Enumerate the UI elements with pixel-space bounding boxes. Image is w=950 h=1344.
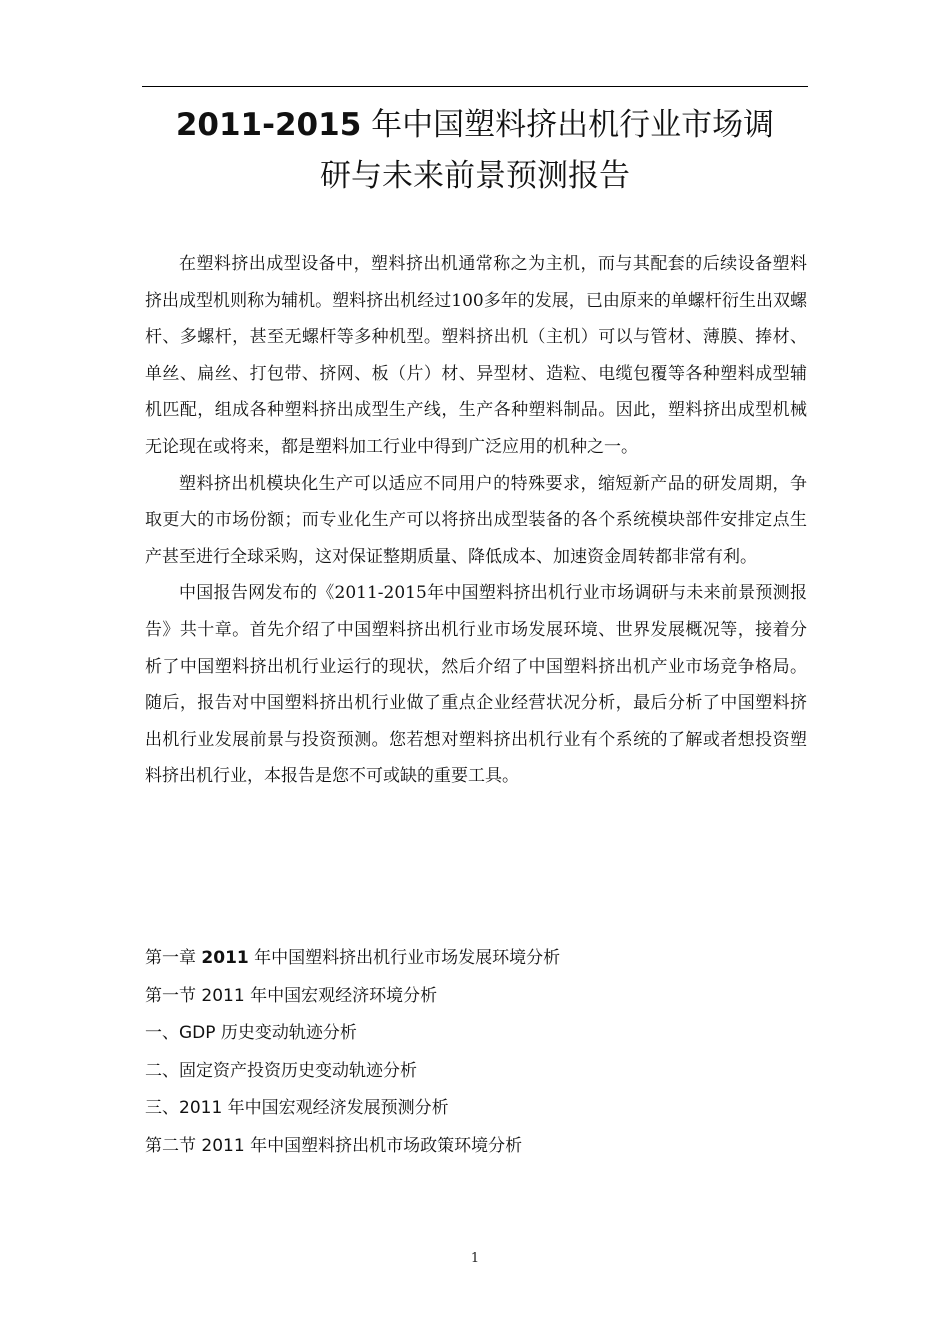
toc-num: 2011 [201, 948, 249, 968]
toc-item-gdp [145, 1015, 807, 1053]
toc-prefix: 二、固定资产投资历史变动轨迹分析 [145, 1060, 417, 1081]
toc-prefix: 第二节 [145, 1135, 202, 1156]
title-line-1 [142, 100, 808, 151]
toc-section-1 [145, 978, 807, 1016]
toc-chapter-1 [145, 940, 807, 978]
document-body [145, 246, 807, 795]
toc-item-fixed-assets [145, 1053, 807, 1091]
title-line-1-text: 年中国塑料挤出机行业市场调 [371, 107, 775, 143]
paragraph-intro: 在塑料挤出成型设备中，塑料挤出机通常称之为主机，而与其配套的后续设备塑料挤出成型机则称为辅机。塑料挤出机经过100多年的发展，已由原来的单螺杆衍生出双螺杆、多螺杆，甚至无螺杆等多种机型。塑料挤出机（主机）可以与管材、薄膜、捧材、单丝、扁丝、打包带、挤网、板（片）材、异型材、造粒、电缆包覆等各种塑料成型辅机匹配，组成各种塑料挤出成型生产线，生产各种塑料制品。因此，塑料挤出成型机械无论现在或将来，都是塑料加工行业中得到广泛应用的机种之一。 [145, 254, 807, 457]
paragraph-modular-production: 塑料挤出机模块化生产可以适应不同用户的特殊要求，缩短新产品的研发周期，争取更大的市场份额；而专业化生产可以将挤出成型装备的各个系统模块部件安排定点生产甚至进行全球采购，这对保证整期质量、降低成本、加速资金周转都非常有利。 [145, 473, 807, 567]
paragraph-report-summary: 中国报告网发布的《2011-2015年中国塑料挤出机行业市场调研与未来前景预测报告》共十章。首先介绍了中国塑料挤出机行业市场发展环境、世界发展概况等，接着分析了中国塑料挤出机行业运行的现状，然后介绍了中国塑料挤出机产业市场竞争格局。随后，报告对中国塑料挤出机行业做了重点企业经营状况分析，最后分析了中国塑料挤出机行业发展前景与投资预测。您若想对塑料挤出机行业有个系统的了解或者想投资塑料挤出机行业，本报告是您不可或缺的重要工具。 [145, 583, 807, 787]
toc-num: 2011 [201, 1135, 245, 1156]
toc-text: 历史变动轨迹分析 [220, 1023, 357, 1044]
toc-prefix: 三、 [145, 1098, 179, 1119]
title-line-2: 研与未来前景预测报告 [320, 158, 630, 194]
title-year-range: 2011-2015 [175, 107, 362, 143]
header-rule [142, 86, 808, 87]
document-title [142, 100, 808, 202]
toc-prefix: 第一章 [145, 948, 202, 968]
toc-text: 年中国塑料挤出机市场政策环境分析 [250, 1135, 523, 1156]
toc-text: 年中国塑料挤出机行业市场发展环境分析 [254, 948, 561, 968]
toc-prefix: 第一节 [145, 985, 202, 1006]
toc-text: 年中国宏观经济发展预测分析 [227, 1098, 449, 1119]
toc-section-2 [145, 1128, 807, 1166]
toc-num: 2011 [179, 1098, 223, 1119]
toc-num: GDP [179, 1023, 216, 1044]
toc-item-forecast [145, 1090, 807, 1128]
toc-num: 2011 [201, 985, 245, 1006]
toc-text: 年中国宏观经济环境分析 [250, 985, 438, 1006]
toc-prefix: 一、 [145, 1023, 179, 1044]
table-of-contents [145, 940, 807, 1166]
page-number: 1 [470, 1251, 480, 1266]
